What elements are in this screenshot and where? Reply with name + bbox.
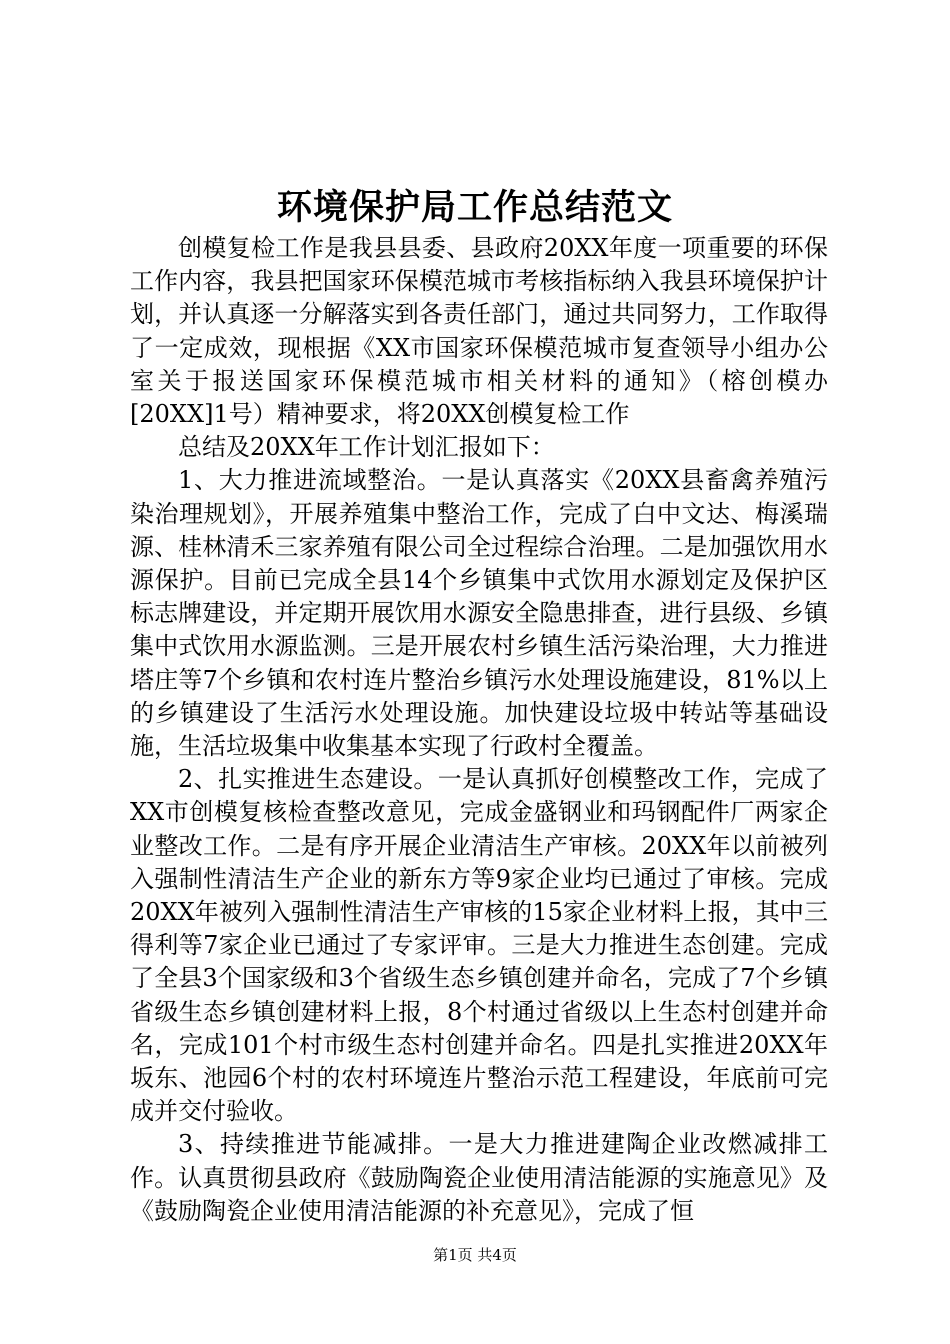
paragraph-intro: 创模复检工作是我县县委、县政府20XX年度一项重要的环保工作内容，我县把国家环保模范城市考核指标纳入我县环境保护计划，并认真逐一分解落实到各责任部门，通过共同努力，工作取得了一定成效，现根据《XX市国家环保模范城市复查领导小组办公室关于报送国家环保模范城市相关材料的通知》（榕创模办[20XX]1号）精神要求，将20XX创模复检工作 [130, 234, 828, 429]
document-title: 环境保护局工作总结范文 [276, 187, 673, 228]
paragraph-energy-saving: 3、持续推进节能减排。一是大力推进建陶企业改燃减排工作。认真贯彻县政府《鼓励陶瓷企业使用清洁能源的实施意见》及《鼓励陶瓷企业使用清洁能源的补充意见》，完成了恒 [130, 1130, 828, 1225]
paragraph-ecological-construction: 2、扎实推进生态建设。一是认真抓好创模整改工作，完成了XX市创模复核检查整改意见，完成金盛钢业和玛钢配件厂两家企业整改工作。二是有序开展企业清洁生产审核。20XX年以前被列入强制性清洁生产企业的新东方等9家企业均已通过了审核。完成20XX年被列入强制性清洁生产审核的15家企业材料上报，其中三得利等7家企业已通过了专家评审。三是大力推进生态创建。完成了全县3个国家级和3个省级生态乡镇创建并命名，完成了7个乡镇省级生态乡镇创建材料上报，8个村通过省级以上生态村创建并命名，完成101个村市级生态村创建并命名。四是扎实推进20XX年坂东、池园6个村的农村环境连片整治示范工程建设，年底前可完成并交付验收。 [130, 765, 828, 1126]
paragraph-summary-lead: 总结及20XX年工作计划汇报如下： [178, 433, 555, 462]
paragraph-basin-governance: 1、大力推进流域整治。一是认真落实《20XX县畜禽养殖污染治理规划》，开展养殖集中整治工作，完成了白中文达、梅溪瑞源、桂林清禾三家养殖有限公司全过程综合治理。二是加强饮用水源保护。目前已完成全县14个乡镇集中式饮用水源划定及保护区标志牌建设，并定期开展饮用水源安全隐患排查，进行县级、乡镇集中式饮用水源监测。三是开展农村乡镇生活污染治理，大力推进塔庄等7个乡镇和农村连片整治乡镇污水处理设施建设，81%以上的乡镇建设了生活污水处理设施。加快建设垃圾中转站等基础设施，生活垃圾集中收集基本实现了行政村全覆盖。 [130, 466, 828, 761]
page-footer: 第1页 共4页 [433, 1246, 517, 1264]
document-body [130, 232, 828, 1228]
